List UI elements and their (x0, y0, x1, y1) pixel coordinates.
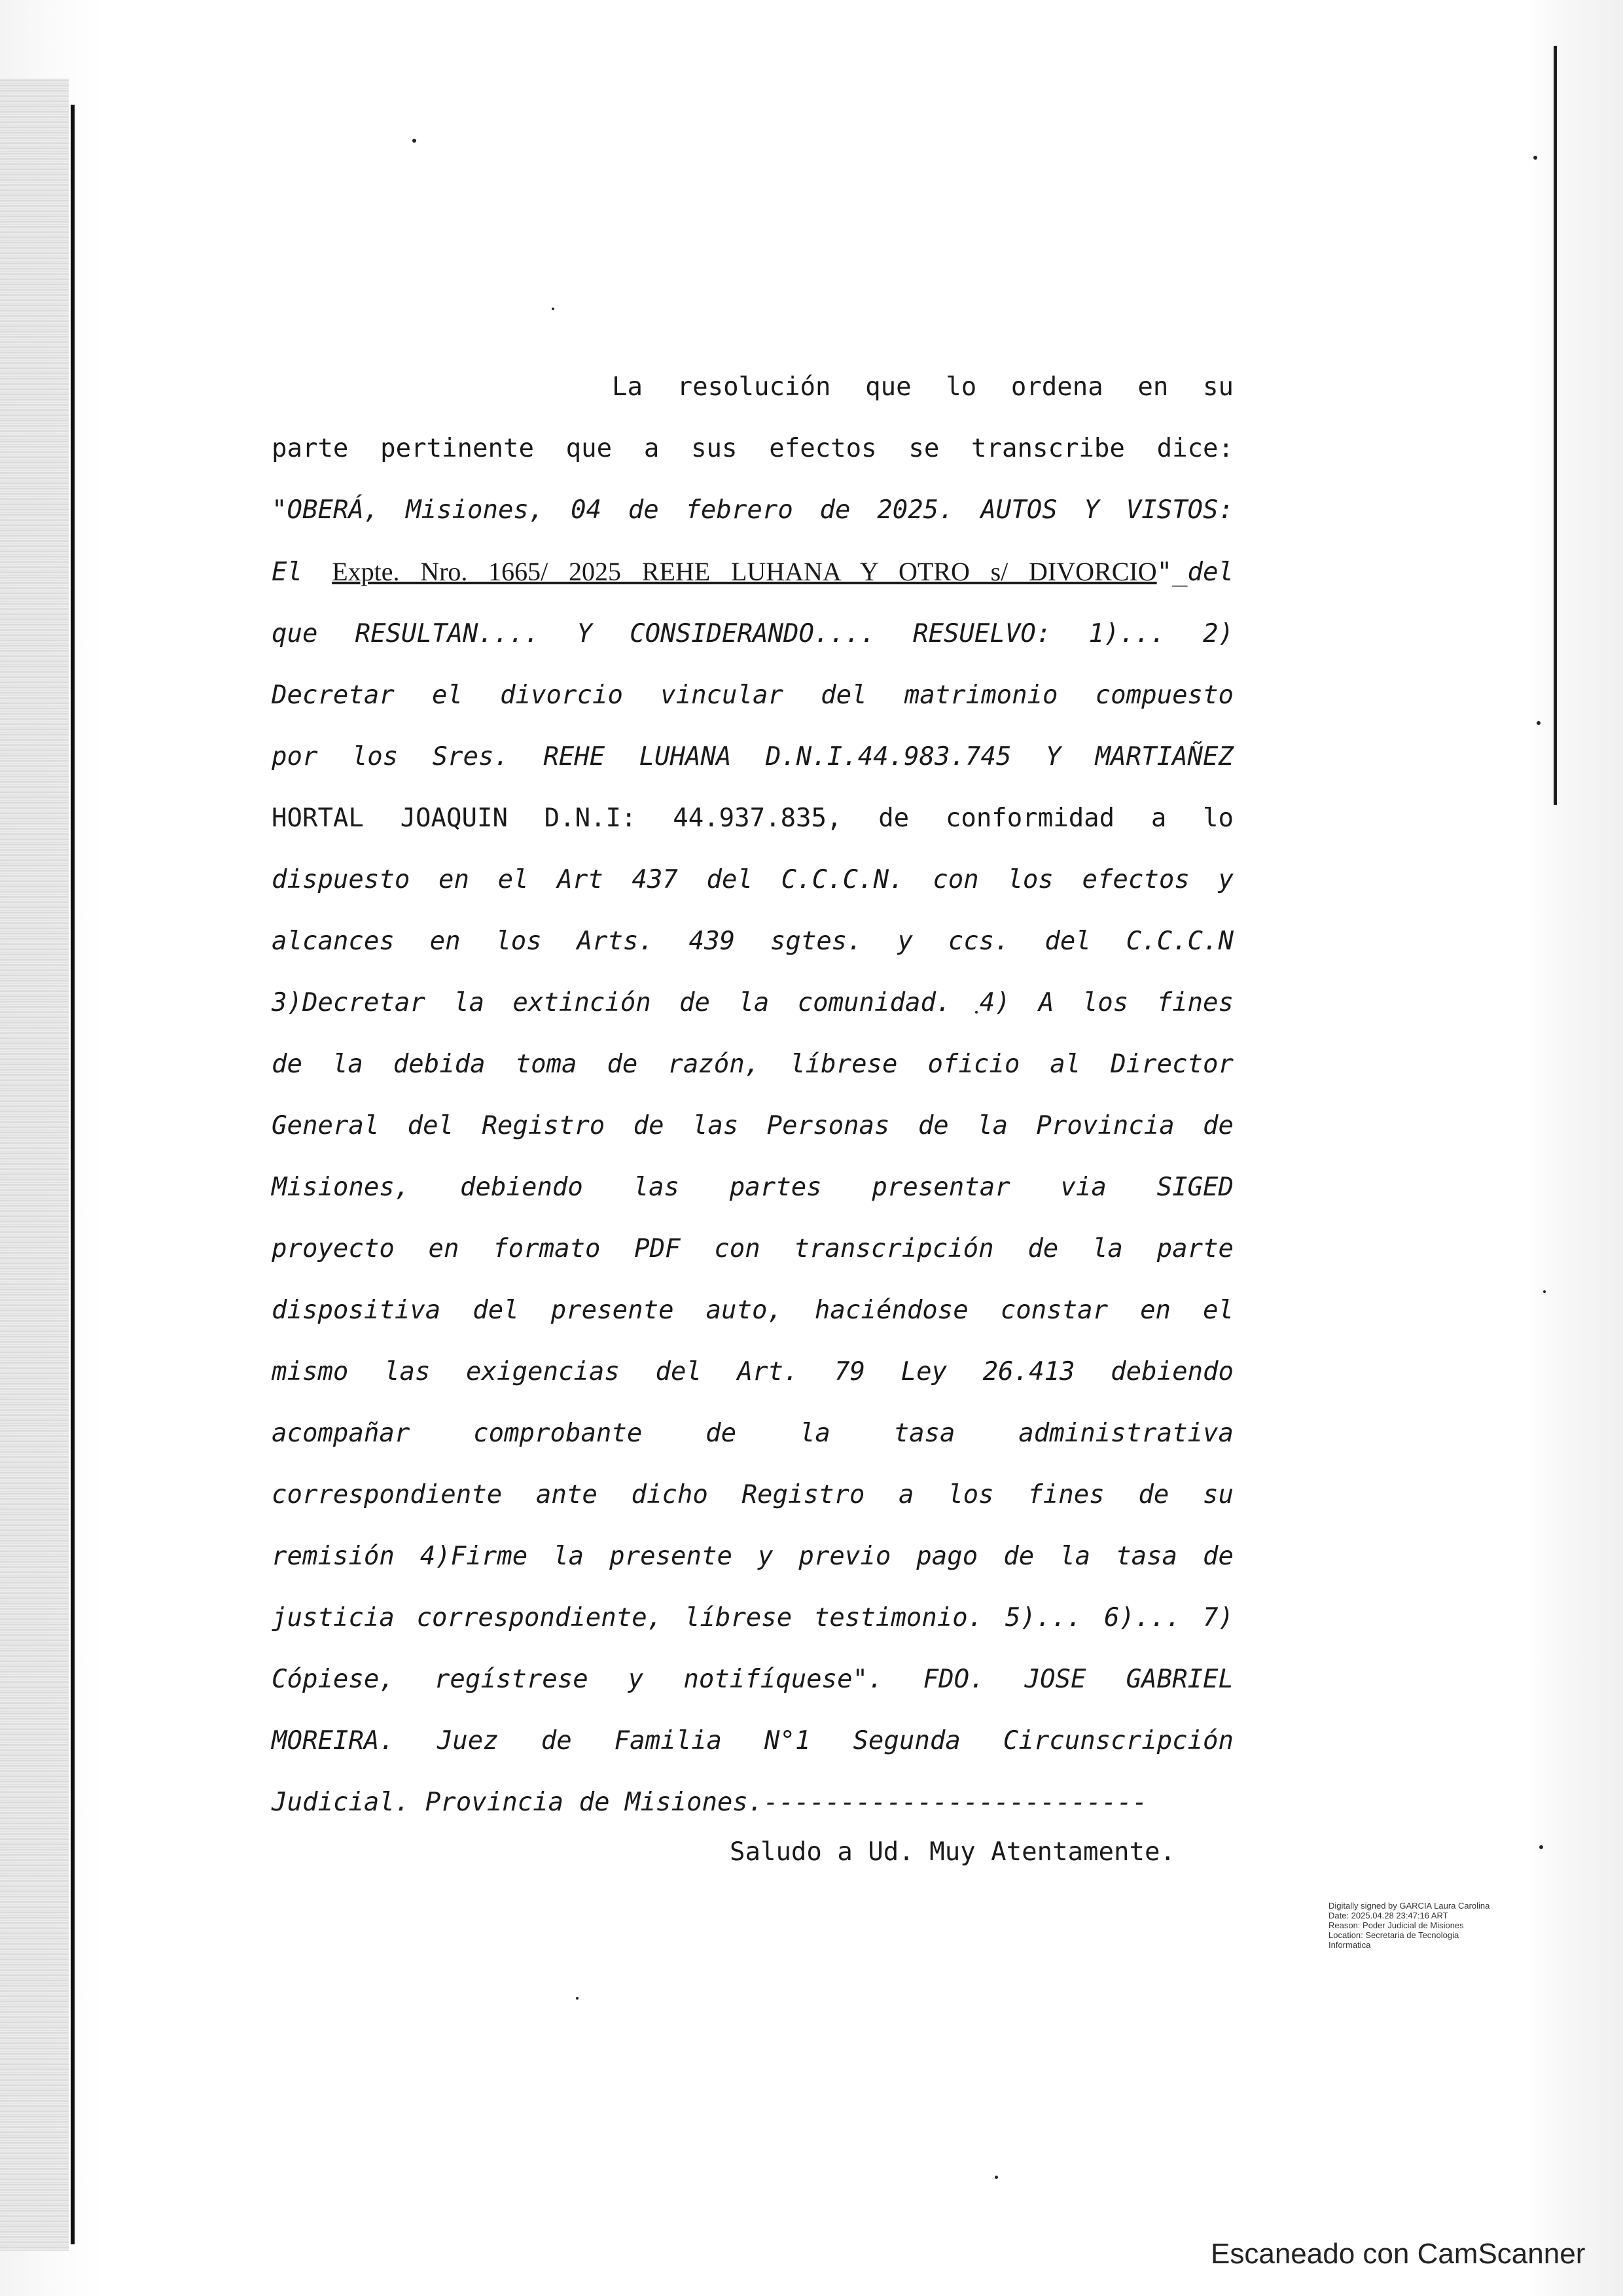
text-line-17: mismo las exigencias del Art. 79 Ley 26.413 debiendo (272, 1357, 1234, 1386)
text-line-8: HORTAL JOAQUIN D.N.I: 44.937.835, de conformidad a lo (272, 804, 1234, 833)
scan-speck (1533, 156, 1537, 160)
text-line-7: por los Sres. REHE LUHANA D.N.I.44.983.745 Y MARTIAÑEZ (272, 742, 1234, 771)
scan-speck (552, 308, 554, 310)
digital-signature-block (1329, 1901, 1551, 1950)
expte-reference: Expte. Nro. 1665/ 2025 REHE LUHANA Y OTRO s/ DIVORCIO (332, 557, 1157, 586)
text-line-11: 3)Decretar la extinción de la comunidad. 4) A los fines (272, 988, 1234, 1017)
expte-suffix: "_del (1156, 557, 1234, 587)
scan-speck (1543, 1290, 1546, 1293)
expte-prefix: El (272, 557, 332, 587)
text-line-12: de la debida toma de razón, líbrese oficio al Director (272, 1050, 1234, 1079)
right-margin-rule (1554, 46, 1557, 805)
text-line-1: La resolución que lo ordena en su (612, 372, 1234, 402)
signature-date: Date: 2025.04.28 23:47:16 ART (1329, 1911, 1448, 1920)
text-line-22: Cópiese, regístrese y notifíquese". FDO. JOSE GABRIEL (272, 1665, 1234, 1694)
scan-speck (995, 2176, 998, 2179)
scan-edge-strip (0, 79, 69, 2251)
text-line-10: alcances en los Arts. 439 sgtes. y ccs. del C.C.C.N (272, 927, 1234, 956)
text-line-20: remisión 4)Firme la presente y previo pago de la tasa de (272, 1542, 1234, 1571)
signature-location: Location: Secretaria de Tecnologia (1329, 1930, 1459, 1940)
camscanner-watermark: Escaneado con CamScanner (1211, 2238, 1586, 2270)
text-line-19: correspondiente ante dicho Registro a los fines de su (272, 1480, 1234, 1510)
expte-line (272, 541, 1234, 603)
scan-speck (1537, 721, 1541, 725)
text-line-5: que RESULTAN.... Y CONSIDERANDO.... RESUELVO: 1)... 2) (272, 619, 1234, 648)
scan-speck (412, 139, 416, 143)
resolution-text-block (272, 357, 1234, 1833)
text-line-9: dispuesto en el Art 437 del C.C.C.N. con los efectos y (272, 865, 1234, 894)
text-line-21: justicia correspondiente, líbrese testimonio. 5)... 6)... 7) (272, 1603, 1234, 1633)
text-line-15: proyecto en formato PDF con transcripción de la parte (272, 1234, 1234, 1263)
scan-speck (1539, 1845, 1543, 1849)
signature-location-cont: Informatica (1329, 1940, 1371, 1950)
text-line-14: Misiones, debiendo las partes presentar via SIGED (272, 1173, 1234, 1202)
text-line-2: parte pertinente que a sus efectos se transcribe dice: (272, 434, 1234, 463)
text-line-3: "OBERÁ, Misiones, 04 de febrero de 2025. AUTOS Y VISTOS: (272, 495, 1234, 525)
text-line-18: acompañar comprobante de la tasa administrativa (272, 1419, 1234, 1448)
text-line-6: Decretar el divorcio vincular del matrimonio compuesto (272, 680, 1234, 710)
text-line-16: dispositiva del presente auto, haciéndose constar en el (272, 1296, 1234, 1325)
scan-speck (576, 1997, 579, 2000)
closing-salutation: Saludo a Ud. Muy Atentamente. (730, 1837, 1175, 1867)
text-line-24: Judicial. Provincia de Misiones.------------------------- (272, 1788, 1148, 1817)
text-line-13: General del Registro de las Personas de la Provincia de (272, 1111, 1234, 1140)
signature-reason: Reason: Poder Judicial de Misiones (1329, 1920, 1464, 1930)
left-margin-rule (71, 105, 75, 2244)
text-line-23: MOREIRA. Juez de Familia N°1 Segunda Circunscripción (272, 1726, 1234, 1756)
signature-signer: Digitally signed by GARCIA Laura Carolina (1329, 1901, 1490, 1911)
